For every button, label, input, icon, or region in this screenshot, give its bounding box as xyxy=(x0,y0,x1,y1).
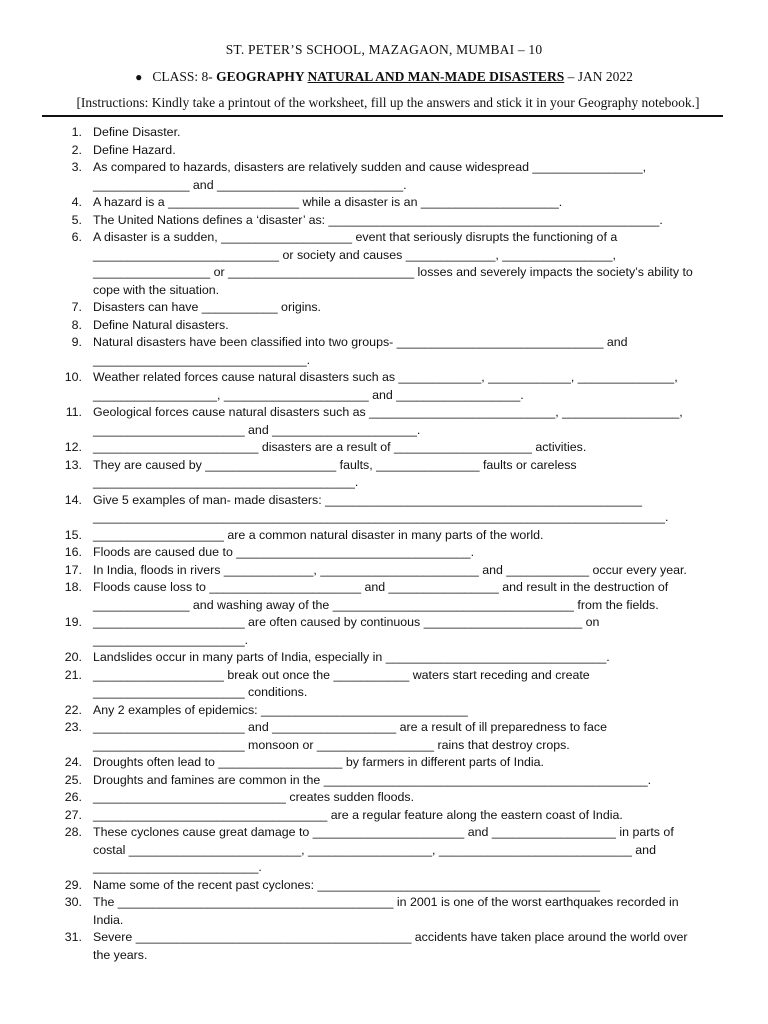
question-text: Disasters can have ___________ origins. xyxy=(93,300,321,314)
question-item xyxy=(0,702,723,720)
question-item xyxy=(0,789,723,807)
worksheet-title: NATURAL AND MAN-MADE DISASTERS xyxy=(307,69,565,84)
question-number: 11. xyxy=(65,405,82,419)
question-text: In India, floods in rivers _____________, _______________________ and ____________ occur every year. xyxy=(93,562,687,577)
question-number: 8. xyxy=(71,317,82,332)
question-item xyxy=(0,544,723,562)
question-item xyxy=(0,649,723,667)
question-number: 13. xyxy=(64,457,82,472)
question-number: 29. xyxy=(64,877,82,892)
question-number: 6. xyxy=(71,230,82,244)
instructions: [Instructions: Kindly take a printout of the worksheet, fill up the answers and stick it in your Geography notebook.] xyxy=(76,95,700,110)
question-text: They are caused by ___________________ faults, _______________ faults or careless ______________________________________. xyxy=(93,457,577,489)
class-prefix: CLASS: 8- xyxy=(152,69,217,84)
question-number: 20. xyxy=(64,650,82,664)
question-item xyxy=(0,212,723,230)
question-number: 21. xyxy=(64,667,82,682)
question-item xyxy=(0,369,723,404)
question-item xyxy=(0,719,723,754)
question-text: Define Natural disasters. xyxy=(93,317,229,332)
class-heading xyxy=(0,69,768,85)
question-text: The United Nations defines a ‘disaster’ as: ________________________________________________. xyxy=(93,212,663,227)
question-item xyxy=(0,299,723,317)
question-item xyxy=(0,229,723,299)
question-number: 26. xyxy=(64,790,82,804)
subject-name: GEOGRAPHY xyxy=(216,69,308,84)
question-item xyxy=(0,772,723,790)
question-number: 9. xyxy=(71,335,82,349)
question-item xyxy=(0,754,723,772)
question-number: 5. xyxy=(71,212,82,227)
question-item xyxy=(0,562,723,580)
question-number: 22. xyxy=(64,702,82,717)
question-item xyxy=(0,124,723,142)
question-number: 14. xyxy=(64,492,82,507)
question-item xyxy=(0,194,723,212)
question-item xyxy=(0,317,723,335)
question-item xyxy=(0,824,723,877)
question-item xyxy=(0,614,723,649)
question-item xyxy=(0,457,723,492)
question-number: 25. xyxy=(64,772,82,787)
question-text: These cyclones cause great damage to ______________________ and __________________ in parts of costal _________________________, __________________, ____________________________ and ________________________. xyxy=(93,825,674,874)
question-number: 30. xyxy=(64,895,82,909)
question-text: A hazard is a ___________________ while a disaster is an ____________________. xyxy=(93,195,563,209)
question-text: Droughts and famines are common in the _______________________________________________. xyxy=(93,772,652,787)
question-item xyxy=(0,929,723,964)
question-text: Define Hazard. xyxy=(93,142,176,157)
question-text: Severe ________________________________________ accidents have taken place around the world over the years. xyxy=(93,930,688,962)
question-number: 17. xyxy=(64,562,82,577)
question-item xyxy=(0,492,723,527)
question-text: Geological forces cause natural disasters such as ___________________________, _________________, ______________________ and _____________________. xyxy=(93,405,683,437)
school-name: ST. PETER’S SCHOOL, MAZAGAON, MUMBAI – 10 xyxy=(225,42,543,57)
question-number: 4. xyxy=(71,195,82,209)
question-item xyxy=(0,439,723,457)
question-item xyxy=(0,159,723,194)
question-number: 18. xyxy=(64,580,82,594)
question-number: 28. xyxy=(64,825,82,839)
question-text: Floods are caused due to __________________________________. xyxy=(93,545,475,559)
question-number: 19. xyxy=(64,615,82,629)
question-text: Define Disaster. xyxy=(93,125,181,139)
question-text: __________________________________ are a regular feature along the eastern coast of India. xyxy=(93,807,623,822)
question-item xyxy=(0,334,723,369)
question-item xyxy=(0,579,723,614)
question-text: ___________________ are a common natural disaster in many parts of the world. xyxy=(93,527,544,542)
question-text: Floods cause loss to ______________________ and ________________ and result in the destruction of ______________ and washing away of the ___________________________________ from the fields. xyxy=(93,580,669,612)
bullet-icon: ● xyxy=(135,70,143,84)
worksheet-date: – JAN 2022 xyxy=(564,69,633,84)
question-text: A disaster is a sudden, ___________________ event that seriously disrupts the functioning of a ___________________________ or society and causes _____________, ________________, _________________ or ___________________________ losses and severely impacts the society’s ability to cope with the situation. xyxy=(93,230,693,297)
question-number: 31. xyxy=(64,930,82,944)
question-item xyxy=(0,667,723,702)
question-text: The ________________________________________ in 2001 is one of the worst earthquakes recorded in India. xyxy=(93,895,679,927)
question-list xyxy=(0,124,768,964)
question-text: Any 2 examples of epidemics: ______________________________ xyxy=(93,702,468,717)
question-number: 24. xyxy=(64,755,82,769)
question-item xyxy=(0,807,723,825)
question-item xyxy=(0,142,723,160)
question-number: 10. xyxy=(64,370,82,384)
question-number: 27. xyxy=(64,807,82,822)
question-text: ______________________ and __________________ are a result of ill preparedness to face ______________________ monsoon or _________________ rains that destroy crops. xyxy=(93,720,607,752)
question-item xyxy=(0,527,723,545)
question-number: 23. xyxy=(64,720,82,734)
question-text: ________________________ disasters are a result of ____________________ activities. xyxy=(93,440,587,454)
question-item xyxy=(0,404,723,439)
question-number: 3. xyxy=(71,160,82,174)
question-text: Droughts often lead to __________________ by farmers in different parts of India. xyxy=(93,755,544,769)
question-number: 7. xyxy=(71,300,82,314)
question-text: Weather related forces cause natural disasters such as ____________, ____________, ______________, __________________, _____________________ and __________________. xyxy=(93,370,678,402)
question-text: Landslides occur in many parts of India, especially in ________________________________. xyxy=(93,650,610,664)
question-item xyxy=(0,894,723,929)
question-number: 15. xyxy=(64,527,82,542)
question-text: Give 5 examples of man- made disasters: ______________________________________________ ___________________________________________________________________________________. xyxy=(93,492,669,524)
question-text: ___________________ break out once the ___________ waters start receding and create ______________________ conditions. xyxy=(93,667,590,699)
question-text: As compared to hazards, disasters are relatively sudden and cause widespread ________________, ______________ and ___________________________. xyxy=(93,160,647,192)
question-text: Name some of the recent past cyclones: _________________________________________ xyxy=(93,877,601,892)
question-text: ______________________ are often caused by continuous _______________________ on ______________________. xyxy=(93,615,600,647)
question-number: 2. xyxy=(71,142,82,157)
question-number: 1. xyxy=(71,125,82,139)
question-text: Natural disasters have been classified into two groups- ______________________________ and _______________________________. xyxy=(93,335,628,367)
question-number: 12. xyxy=(64,440,82,454)
question-text: ____________________________ creates sudden floods. xyxy=(93,790,415,804)
divider xyxy=(42,115,723,117)
question-item xyxy=(0,877,723,895)
question-number: 16. xyxy=(64,545,82,559)
